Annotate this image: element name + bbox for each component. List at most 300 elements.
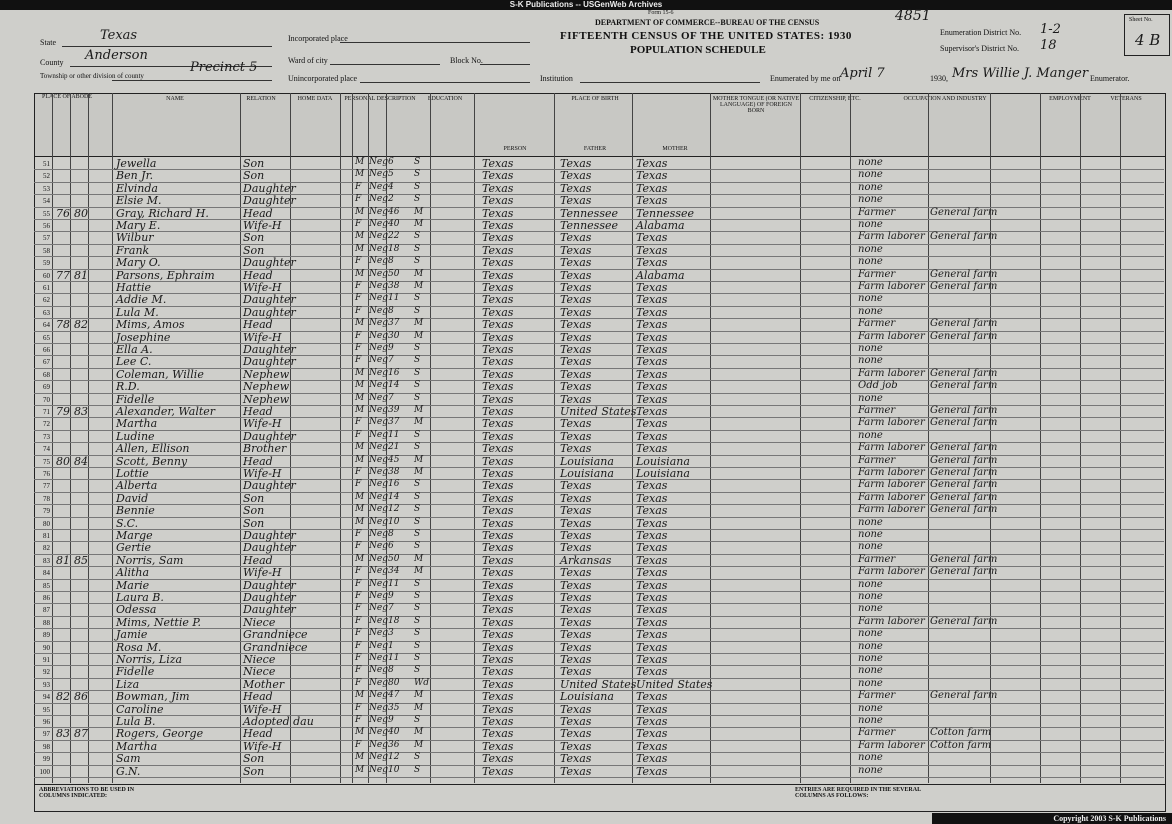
race: Neg [369, 367, 388, 378]
person-name: Laura B. [116, 591, 164, 604]
birthplace: Texas [482, 677, 514, 691]
sex: F [355, 615, 362, 626]
dwelling-number: 80 [56, 454, 70, 468]
occupation: Farmer [858, 553, 896, 565]
age: 50 [388, 268, 400, 279]
mother-birthplace: Texas [636, 653, 668, 666]
father-birthplace: Texas [560, 231, 592, 245]
occupation: Farm laborer [858, 367, 925, 379]
relation: Head [243, 727, 273, 741]
line-number: 63 [43, 308, 50, 317]
age: 14 [388, 380, 400, 391]
relation: Wife-H [243, 417, 282, 431]
marital-status: S [414, 256, 421, 267]
relation: Nephew [243, 367, 290, 381]
mother-birthplace: Texas [636, 417, 668, 431]
relation: Wife-H [243, 281, 282, 294]
father-birthplace: Texas [560, 653, 592, 666]
person-name: S.C. [116, 516, 139, 530]
marital-status: S [414, 231, 421, 242]
marital-status: S [414, 157, 421, 167]
relation: Daughter [243, 181, 296, 195]
age: 8 [388, 305, 394, 316]
occupation: none [858, 603, 883, 615]
ward-label: Ward of city [288, 56, 328, 65]
relation: Brother [243, 442, 287, 456]
family-number: 81 [74, 268, 88, 282]
birthplace: Texas [482, 429, 514, 443]
person-name: Ella A. [116, 343, 153, 356]
birthplace: Texas [482, 739, 514, 753]
county-label: County [40, 58, 64, 67]
marital-status: M [414, 702, 424, 713]
sex: F [355, 541, 362, 552]
race: Neg [369, 343, 388, 353]
father-birthplace: United States [560, 405, 637, 418]
sex: F [355, 529, 362, 539]
mother-birthplace: Texas [636, 355, 668, 369]
line-number: 74 [43, 445, 50, 454]
sex: F [355, 219, 362, 229]
race: Neg [369, 256, 388, 267]
line-number: 69 [43, 383, 50, 392]
marital-status: S [414, 442, 421, 453]
relation: Head [243, 318, 273, 332]
dwelling-number: 76 [56, 206, 70, 220]
age: 7 [388, 392, 394, 403]
marital-status: S [414, 529, 421, 539]
marital-status: S [414, 169, 421, 180]
father-birthplace: Texas [560, 615, 592, 629]
occupation: none [858, 243, 883, 255]
block-label: Block No. [450, 56, 483, 65]
marital-status: S [414, 640, 421, 651]
sex: F [355, 628, 362, 639]
race: Neg [369, 355, 388, 366]
person-name: Lottie [116, 467, 149, 480]
line-number: 96 [43, 718, 50, 726]
industry: General farm [930, 566, 998, 578]
row-line [34, 727, 1164, 728]
race: Neg [369, 231, 388, 242]
line-number: 86 [43, 594, 50, 602]
township-label: Township or other division of county [40, 72, 144, 80]
occupation: none [858, 429, 883, 441]
incorporated-label: Incorporated place [288, 34, 348, 43]
mother-birthplace: Texas [636, 330, 668, 344]
col-birth-father: FATHER [583, 146, 607, 152]
race: Neg [369, 405, 388, 415]
occupation: Farmer [858, 268, 896, 280]
col-home-data: HOME DATA [297, 96, 333, 102]
person-name: Mims, Nettie P. [116, 615, 202, 629]
person-name: Jamie [116, 628, 148, 642]
age: 9 [388, 715, 394, 725]
industry: General farm [930, 268, 998, 280]
mother-birthplace: Texas [636, 640, 668, 654]
person-name: Rosa M. [116, 640, 162, 654]
row-line [34, 256, 1164, 257]
mother-birthplace: Texas [636, 752, 668, 766]
father-birthplace: Texas [560, 591, 592, 604]
banner-text: S-K Publications -- USGenWeb Archives [509, 0, 663, 9]
relation: Daughter [243, 305, 296, 319]
col-name: NAME [166, 96, 184, 102]
relation: Son [243, 516, 265, 530]
birthplace: Texas [482, 727, 514, 741]
sex: F [355, 665, 362, 676]
enumerator-name: Mrs Willie J. Manger [952, 66, 1089, 81]
relation: Son [243, 169, 265, 183]
birthplace: Texas [482, 578, 514, 592]
row-line [34, 430, 1164, 431]
occupation: none [858, 628, 883, 640]
sex: M [355, 268, 365, 279]
father-birthplace: Texas [560, 578, 592, 592]
marital-status: M [414, 206, 424, 217]
person-name: Sam [116, 752, 141, 766]
father-birthplace: Louisiana [560, 467, 614, 480]
marital-status: M [414, 318, 424, 329]
marital-status: S [414, 243, 421, 254]
age: 1 [388, 640, 394, 651]
col-relation: RELATION [246, 96, 276, 102]
birthplace: Texas [482, 330, 514, 344]
race: Neg [369, 702, 388, 713]
marital-status: S [414, 764, 421, 775]
marital-status: S [414, 181, 421, 192]
row-line [34, 529, 1164, 530]
mother-birthplace: Texas [636, 429, 668, 443]
row-line [34, 343, 1164, 344]
census-title: FIFTEENTH CENSUS OF THE UNITED STATES: 1930 [560, 30, 852, 42]
line-number: 68 [43, 370, 50, 379]
occupation: none [858, 591, 883, 602]
mother-birthplace: Texas [636, 541, 668, 555]
mother-birthplace: Texas [636, 243, 668, 257]
relation: Daughter [243, 529, 296, 542]
mother-birthplace: Texas [636, 529, 668, 542]
relation: Daughter [243, 343, 296, 356]
line-number: 56 [43, 222, 50, 230]
person-name: Elsie M. [116, 194, 162, 208]
township-value: Precinct 5 [190, 60, 258, 75]
industry: General farm [930, 690, 998, 702]
race: Neg [369, 677, 388, 688]
sex: M [355, 442, 365, 453]
father-birthplace: Texas [560, 181, 592, 195]
line-number: 66 [43, 346, 50, 354]
person-name: Lula B. [116, 715, 156, 728]
industry: Cotton farm [930, 727, 992, 739]
sex: M [355, 764, 365, 775]
relation: Head [243, 206, 273, 220]
relation: Wife-H [243, 219, 282, 232]
marital-status: M [414, 330, 424, 341]
sex: M [355, 392, 365, 403]
sex: M [355, 405, 365, 415]
industry: General farm [930, 367, 998, 379]
sex: F [355, 256, 362, 267]
relation: Head [243, 454, 273, 468]
person-name: Gray, Richard H. [116, 206, 209, 220]
mother-birthplace: Texas [636, 615, 668, 629]
sex: M [355, 454, 365, 465]
row-line [34, 777, 1164, 778]
age: 37 [388, 417, 400, 428]
line-number: 59 [43, 259, 50, 268]
line-number: 91 [43, 656, 50, 664]
unincorporated-label: Unincorporated place [288, 74, 358, 83]
birthplace: Texas [482, 752, 514, 766]
birthplace: Texas [482, 516, 514, 530]
person-name: Fidelle [116, 665, 155, 679]
person-name: Marie [116, 578, 150, 592]
person-name: Hattie [116, 281, 152, 294]
birthplace: Texas [482, 392, 514, 406]
age: 38 [388, 467, 400, 477]
line-number: 85 [43, 581, 50, 590]
marital-status: S [414, 479, 421, 490]
race: Neg [369, 491, 388, 502]
birthplace: Texas [482, 653, 514, 666]
father-birthplace: Texas [560, 330, 592, 344]
occupation: Farm laborer [858, 566, 925, 578]
father-birthplace: Texas [560, 293, 592, 307]
line-number: 81 [43, 532, 50, 540]
mother-birthplace: Texas [636, 318, 668, 332]
occupation: none [858, 665, 883, 677]
col-place-of-birth: PLACE OF BIRTH [571, 96, 619, 102]
line-number: 80 [43, 519, 50, 528]
state-value: Texas [100, 28, 138, 43]
father-birthplace: Texas [560, 305, 592, 319]
mother-birthplace: Texas [636, 739, 668, 753]
birthplace: Texas [482, 380, 514, 394]
line-number: 72 [43, 420, 50, 429]
row-line [34, 182, 1164, 183]
birthplace: Texas [482, 566, 514, 580]
person-name: Alitha [116, 566, 150, 580]
sex: F [355, 330, 362, 341]
father-birthplace: Texas [560, 355, 592, 369]
race: Neg [369, 330, 388, 341]
relation: Head [243, 690, 273, 704]
line-number: 53 [43, 184, 50, 193]
line-number: 93 [43, 680, 50, 689]
race: Neg [369, 690, 388, 701]
relation: Wife-H [243, 739, 282, 753]
age: 12 [388, 752, 400, 763]
relation: Daughter [243, 429, 296, 443]
person-name: Addie M. [116, 293, 167, 307]
birthplace: Texas [482, 305, 514, 319]
sex: M [355, 318, 365, 329]
mother-birthplace: Texas [636, 442, 668, 456]
family-number: 80 [74, 206, 88, 220]
father-birthplace: Arkansas [560, 553, 612, 567]
relation: Grandniece [243, 640, 308, 654]
birthplace: Texas [482, 256, 514, 270]
sheet-value: 4 B [1135, 31, 1161, 49]
birthplace: Texas [482, 541, 514, 555]
birthplace: Texas [482, 615, 514, 629]
abbreviations-heading: ABBREVIATIONS TO BE USED IN COLUMNS INDICATED: [39, 787, 135, 799]
family-number: 85 [74, 553, 88, 567]
dwelling-number: 82 [56, 690, 70, 704]
marital-status: S [414, 305, 421, 316]
father-birthplace: Texas [560, 702, 592, 716]
industry: General farm [930, 206, 998, 218]
person-name: Elvinda [116, 181, 158, 195]
age: 45 [388, 454, 400, 465]
sex: F [355, 640, 362, 651]
form-number: Form 15-6 [648, 10, 674, 16]
birthplace: Texas [482, 293, 514, 307]
person-name: Gertie [116, 541, 152, 555]
birthplace: Texas [482, 454, 514, 468]
row-line [34, 765, 1164, 766]
occupation: Farmer [858, 690, 896, 702]
sex: M [355, 367, 365, 378]
father-birthplace: Texas [560, 429, 592, 443]
age: 8 [388, 529, 394, 539]
line-number: 73 [43, 432, 50, 441]
sex: F [355, 281, 362, 291]
relation: Wife-H [243, 467, 282, 480]
birthplace: Texas [482, 553, 514, 567]
age: 6 [388, 157, 394, 167]
marital-status: S [414, 715, 421, 725]
race: Neg [369, 715, 388, 725]
race: Neg [369, 628, 388, 639]
schedule-title: POPULATION SCHEDULE [630, 44, 766, 56]
sheet-label: Sheet No. [1129, 17, 1153, 23]
age: 2 [388, 194, 394, 205]
relation: Niece [243, 665, 276, 679]
father-birthplace: Louisiana [560, 690, 614, 704]
row-line [34, 591, 1164, 592]
sex: F [355, 305, 362, 316]
sex: F [355, 417, 362, 428]
line-number: 75 [43, 457, 50, 466]
father-birthplace: Texas [560, 343, 592, 356]
col-employment: EMPLOYMENT [1049, 96, 1091, 102]
sex: M [355, 516, 365, 527]
dwelling-number: 78 [56, 318, 70, 332]
mother-birthplace: Texas [636, 256, 668, 270]
occupation: Farmer [858, 727, 896, 739]
age: 38 [388, 281, 400, 291]
occupation: none [858, 578, 883, 590]
person-name: Martha [116, 739, 158, 753]
line-number: 88 [43, 618, 50, 627]
mother-birthplace: Alabama [636, 219, 685, 232]
dwelling-number: 77 [56, 268, 70, 282]
race: Neg [369, 566, 388, 577]
occupation: Farm laborer [858, 442, 925, 454]
age: 7 [388, 355, 394, 366]
father-birthplace: Texas [560, 529, 592, 542]
occupation: none [858, 293, 883, 305]
dwelling-number: 79 [56, 405, 70, 418]
father-birthplace: Louisiana [560, 454, 614, 468]
father-birthplace: Texas [560, 380, 592, 394]
marital-status: M [414, 268, 424, 279]
person-name: Parsons, Ephraim [116, 268, 215, 282]
age: 36 [388, 739, 400, 750]
age: 18 [388, 243, 400, 254]
industry: General farm [930, 467, 998, 478]
father-birthplace: Texas [560, 628, 592, 642]
row-line [34, 752, 1164, 753]
industry: General farm [930, 491, 998, 503]
birthplace: Texas [482, 702, 514, 716]
industry: General farm [930, 442, 998, 454]
sex: F [355, 355, 362, 366]
industry: General farm [930, 231, 998, 243]
age: 80 [388, 677, 400, 688]
dwelling-number: 83 [56, 727, 70, 741]
sex: M [355, 491, 365, 502]
person-name: Wilbur [116, 231, 154, 245]
marital-status: S [414, 429, 421, 440]
row-line [34, 355, 1164, 356]
mother-birthplace: Texas [636, 566, 668, 580]
father-birthplace: Texas [560, 281, 592, 294]
occupation: none [858, 715, 883, 726]
supervisor-label: Supervisor's District No. [940, 44, 1019, 53]
marital-status: M [414, 405, 424, 415]
person-name: Norris, Sam [116, 553, 184, 567]
mother-birthplace: Texas [636, 293, 668, 307]
line-number: 83 [43, 556, 50, 565]
relation: Daughter [243, 479, 296, 493]
father-birthplace: Texas [560, 491, 592, 505]
birthplace: Texas [482, 591, 514, 604]
line-number: 84 [43, 569, 50, 578]
line-number: 57 [43, 234, 50, 243]
occupation: none [858, 157, 883, 168]
supervisor-value: 18 [1040, 38, 1057, 53]
sex: F [355, 343, 362, 353]
father-birthplace: Texas [560, 541, 592, 555]
marital-status: S [414, 578, 421, 589]
father-birthplace: Texas [560, 504, 592, 518]
row-line [34, 169, 1164, 170]
line-number: 87 [43, 606, 50, 615]
person-name: G.N. [116, 764, 141, 778]
relation: Daughter [243, 541, 296, 555]
sex: M [355, 504, 365, 515]
occupation: Farmer [858, 318, 896, 330]
occupation: Farm laborer [858, 615, 925, 627]
sex: M [355, 553, 365, 564]
father-birthplace: Texas [560, 169, 592, 183]
person-name: Rogers, George [116, 727, 204, 741]
marital-status: S [414, 194, 421, 205]
marital-status: S [414, 603, 421, 614]
relation: Head [243, 553, 273, 567]
sex: F [355, 591, 362, 601]
sex: F [355, 429, 362, 440]
occupation: Farmer [858, 405, 896, 416]
age: 39 [388, 405, 400, 415]
relation: Daughter [243, 578, 296, 592]
relation: Niece [243, 615, 276, 629]
occupation: none [858, 355, 883, 367]
person-name: Alexander, Walter [116, 405, 216, 418]
